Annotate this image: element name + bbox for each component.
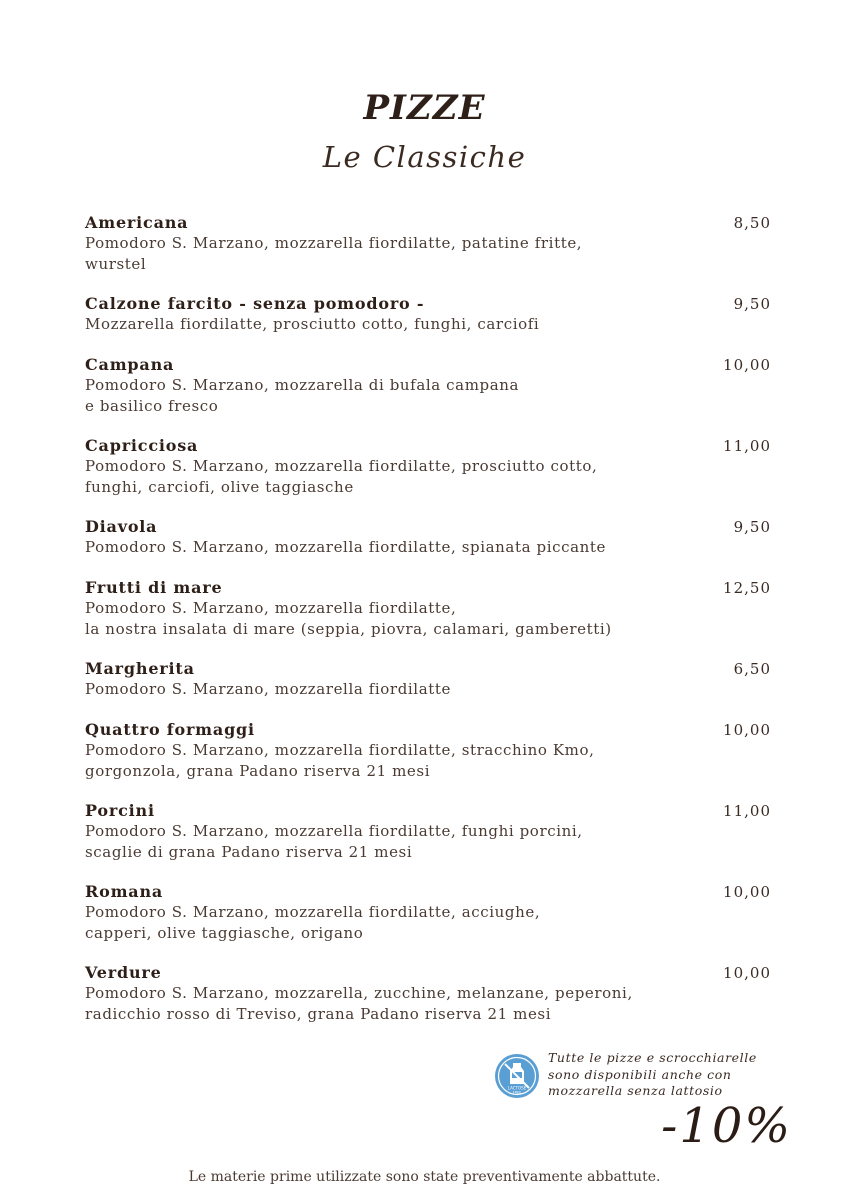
menu-item-price: 6,50 [733,660,771,678]
menu-item [85,719,775,800]
menu-item [85,435,775,516]
lactose-icon-label-top: LACTOSE [507,1085,527,1091]
menu-item-description-line: gorgonzola, grana Padano riserva 21 mesi [85,761,431,780]
menu-item-description [85,314,705,335]
menu-item-name: Verdure [85,963,162,982]
menu-item-name: Frutti di mare [85,578,223,597]
discount-label: -10% [661,1098,792,1154]
menu-item-description [85,537,705,558]
menu-item-name: Quattro formaggi [85,720,255,739]
menu-item-name: Campana [85,355,175,374]
menu-item-description-line: Pomodoro S. Marzano, mozzarella fiordilatte, [85,599,457,617]
menu-item [85,881,775,962]
page-subtitle: Le Classiche [322,140,527,174]
menu-item-description [85,821,705,862]
menu-item-name: Margherita [85,659,195,678]
menu-item [85,293,775,354]
menu-item-description-line: Mozzarella fiordilatte, prosciutto cotto, funghi, carciofi [85,315,540,333]
lactose-note-line: Tutte le pizze e scrocchiarelle [548,1050,757,1065]
menu-item [85,658,775,719]
menu-item [85,962,775,1043]
menu-item-name: Calzone farcito - senza pomodoro - [85,294,425,313]
menu-item-price: 11,00 [723,437,771,455]
menu-item-description-line: e basilico fresco [85,396,219,415]
menu-item-description-line: Pomodoro S. Marzano, mozzarella fiordilatte, acciughe, [85,903,541,921]
menu-item-price: 12,50 [723,579,771,597]
menu-item-description [85,983,705,1024]
menu-item-description-line: radicchio rosso di Treviso, grana Padano riserva 21 mesi [85,1004,552,1023]
menu-item-description-line: Pomodoro S. Marzano, mozzarella fiordilatte [85,680,451,698]
menu-item-description [85,375,705,416]
menu-item-price: 10,00 [723,964,771,982]
menu-item [85,516,775,577]
menu-item-description [85,679,705,700]
footer-note: Le materie prime utilizzate sono state preventivamente abbattute. [188,1169,661,1185]
menu-item-name: Porcini [85,801,155,820]
menu-item-description-line: Pomodoro S. Marzano, mozzarella di bufala campana [85,376,520,394]
menu-item-price: 9,50 [733,295,771,313]
menu-item [85,212,775,293]
menu-item-price: 11,00 [723,802,771,820]
menu-item-description [85,233,705,274]
lactose-free-icon [494,1053,540,1099]
menu-item-description-line: la nostra insalata di mare (seppia, piovra, calamari, gamberetti) [85,619,612,638]
menu-item [85,577,775,658]
menu-item-description-line: Pomodoro S. Marzano, mozzarella fiordilatte, prosciutto cotto, [85,457,598,475]
menu-item-description [85,740,705,781]
menu-item-name: Romana [85,882,164,901]
menu-item-description [85,902,705,943]
menu-item [85,800,775,881]
lactose-icon-label-bottom: FREE [512,1090,522,1095]
menu-item-price: 10,00 [723,883,771,901]
lactose-note-line: mozzarella senza lattosio [548,1083,723,1098]
menu-item-price: 10,00 [723,356,771,374]
menu-item-description-line: Pomodoro S. Marzano, mozzarella fiordilatte, stracchino Kmo, [85,741,595,759]
menu-item-name: Diavola [85,517,158,536]
menu-item-description [85,598,705,639]
menu-item-description-line: funghi, carciofi, olive taggiasche [85,477,354,496]
menu-item [85,354,775,435]
menu-item-description-line: Pomodoro S. Marzano, mozzarella fiordilatte, patatine fritte, [85,234,583,252]
page-title: PIZZE [363,88,486,128]
menu-item-price: 10,00 [723,721,771,739]
lactose-note-line: sono disponibili anche con [548,1066,732,1082]
menu-item-description-line: wurstel [85,254,147,273]
menu-item-name: Americana [85,213,189,232]
menu-item-description-line: Pomodoro S. Marzano, mozzarella fiordilatte, funghi porcini, [85,822,583,840]
menu-item-description [85,456,705,497]
menu-item-description-line: Pomodoro S. Marzano, mozzarella fiordilatte, spianata piccante [85,538,607,556]
menu-list [85,212,775,1043]
menu-item-price: 8,50 [733,214,771,232]
lactose-note-text [548,1050,757,1100]
menu-item-description-line: Pomodoro S. Marzano, mozzarella, zucchine, melanzane, peperoni, [85,984,633,1002]
menu-item-description-line: capperi, olive taggiasche, origano [85,923,364,942]
menu-item-price: 9,50 [733,518,771,536]
menu-item-name: Capricciosa [85,436,199,455]
menu-item-description-line: scaglie di grana Padano riserva 21 mesi [85,842,413,861]
